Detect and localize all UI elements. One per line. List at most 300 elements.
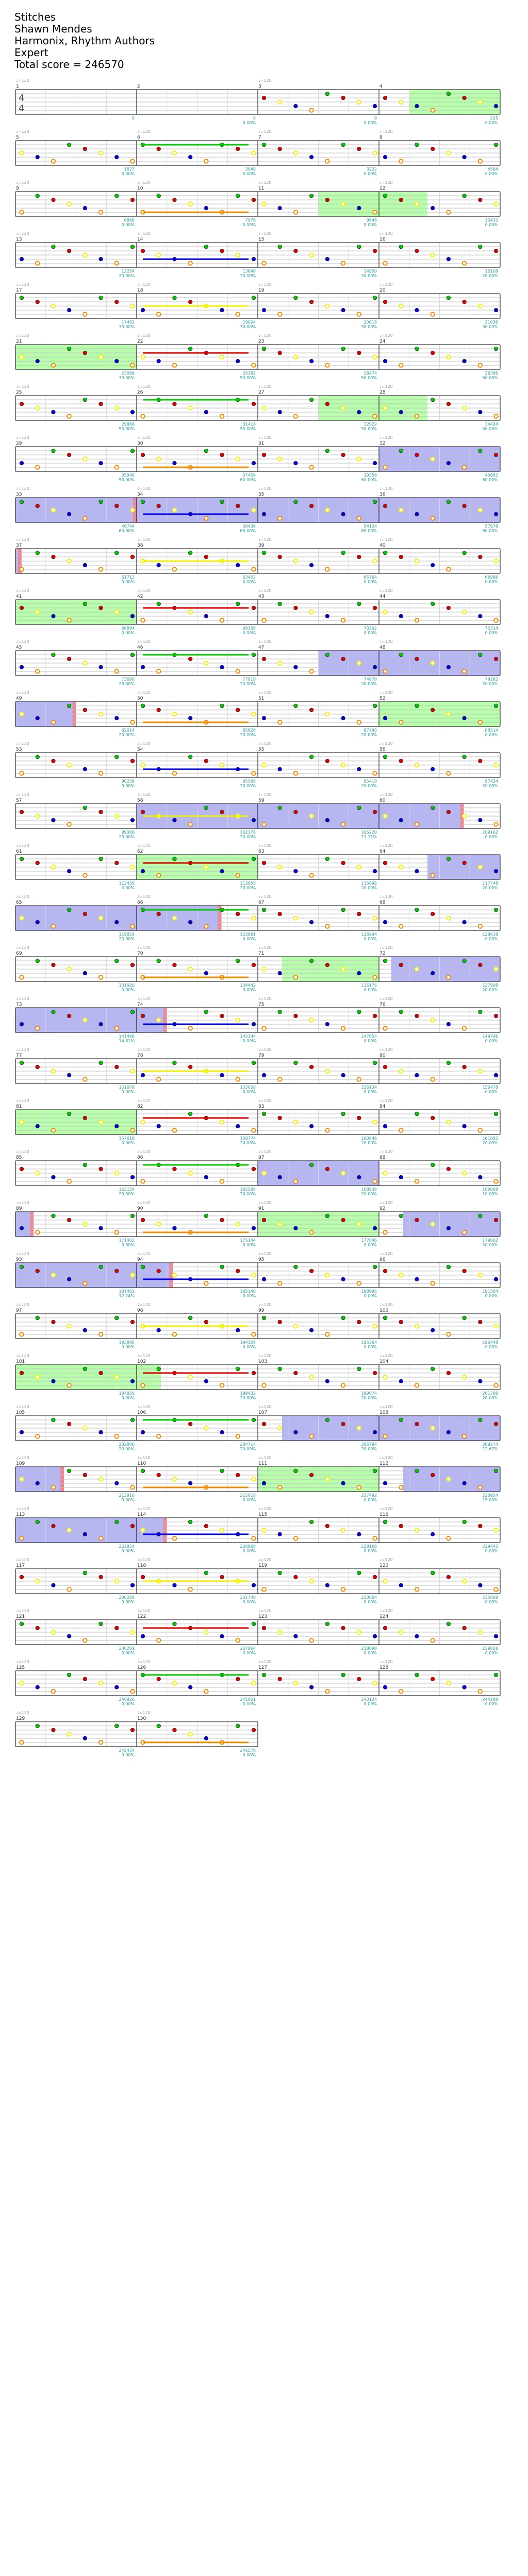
tempo-marker: ♩=120 [258, 894, 272, 899]
yellow-note [83, 1018, 87, 1022]
green-note [188, 347, 192, 351]
green-note [67, 1112, 71, 1116]
red-note [357, 555, 361, 559]
orange-note [399, 1485, 403, 1489]
measure-multiplier: 30.00% [482, 325, 498, 329]
orange-note [399, 1128, 403, 1132]
blue-note [157, 1124, 161, 1128]
orange-note [478, 1485, 482, 1489]
measure-score: 54134 [364, 524, 377, 529]
blue-note [36, 1685, 40, 1689]
measure-multiplier: 60.00% [119, 529, 135, 533]
green-note [67, 908, 71, 912]
blue-note [252, 1583, 256, 1587]
yellow-note [478, 304, 482, 308]
yellow-note [204, 1426, 208, 1430]
red-note [173, 1728, 177, 1732]
orange-note [494, 822, 498, 826]
orange-note [357, 516, 361, 520]
measure-score: 231748 [240, 1595, 256, 1600]
green-note [262, 1112, 266, 1116]
yellow-note [294, 1324, 298, 1328]
red-note [447, 402, 451, 406]
green-note [399, 653, 403, 657]
blue-note [130, 410, 135, 414]
tempo-marker: ♩=120 [16, 1047, 29, 1052]
blue-note [67, 1634, 71, 1638]
red-note [357, 912, 361, 916]
orange-note [373, 975, 377, 979]
red-note [173, 402, 177, 406]
yellow-note [188, 1732, 192, 1736]
yellow-note [494, 559, 498, 563]
measure-score: 222954 [119, 1544, 135, 1549]
measure-score: 115896 [361, 881, 377, 886]
red-note [373, 1575, 377, 1579]
orange-note [220, 1383, 224, 1387]
red-note [415, 657, 419, 661]
yellow-note [262, 1171, 266, 1175]
yellow-note [494, 202, 498, 206]
measure-score: 74878 [364, 677, 377, 682]
measure-number: 39 [258, 543, 265, 548]
measure-score: 156478 [482, 1085, 498, 1090]
green-note [463, 551, 467, 555]
yellow-note [20, 1681, 24, 1685]
blue-note [325, 257, 329, 261]
green-note [278, 1367, 282, 1371]
green-note [325, 857, 329, 861]
orange-note [188, 1587, 192, 1591]
yellow-note [36, 814, 40, 818]
red-note [383, 1269, 387, 1273]
tempo-marker: ♩=120 [16, 690, 29, 695]
red-note [399, 963, 403, 967]
red-note [262, 96, 266, 100]
blue-note [357, 767, 361, 771]
green-note [309, 194, 314, 198]
measure-score: 109162 [482, 830, 498, 835]
tempo-marker: ♩=120 [137, 690, 151, 695]
yellow-note [157, 457, 161, 461]
measure-multiplier: 0.00% [121, 1141, 135, 1145]
measure-multiplier: 0.00% [485, 1039, 498, 1043]
time-signature-bottom: 4 [19, 103, 25, 114]
red-note [478, 198, 482, 202]
orange-note [447, 210, 451, 214]
red-note [67, 249, 71, 253]
measure-multiplier: 20.00% [240, 835, 256, 839]
measure-score: 134442 [240, 983, 256, 988]
blue-note [294, 1430, 298, 1434]
green-note [325, 92, 329, 96]
red-note [114, 1626, 119, 1630]
measure-multiplier: 20.00% [482, 1396, 498, 1400]
green-note [325, 449, 329, 453]
tempo-marker: ♩=120 [258, 1098, 272, 1103]
red-note [141, 1014, 145, 1018]
red-note [341, 861, 345, 865]
yellow-note [447, 355, 451, 359]
orange-note [309, 873, 314, 877]
measure-multiplier: 10.00% [482, 1192, 498, 1196]
measure-multiplier: 50.00% [482, 427, 498, 431]
green-note [188, 551, 192, 555]
measure-score: 102178 [240, 830, 256, 835]
measure-score: 13648 [242, 269, 256, 274]
measure-score: 35946 [121, 473, 135, 478]
red-note [252, 198, 256, 202]
yellow-note [494, 763, 498, 767]
green-note [67, 347, 71, 351]
tempo-marker: ♩=120 [137, 1353, 151, 1358]
blue-note [252, 461, 256, 465]
red-note [52, 555, 56, 559]
measure-multiplier: 50.00% [482, 376, 498, 380]
measure-multiplier: 0.00% [242, 223, 256, 227]
blue-note [262, 308, 266, 312]
blue-note [114, 716, 119, 720]
measure-multiplier: 0.00% [121, 784, 135, 788]
orange-note [173, 771, 177, 775]
measure-multiplier: 20.00% [361, 682, 377, 686]
tempo-marker: ♩=120 [137, 180, 151, 185]
orange-note [252, 363, 256, 367]
measure-multiplier: 0.00% [242, 1294, 256, 1298]
yellow-note [114, 1171, 119, 1175]
blue-note [383, 920, 387, 924]
blue-note [341, 512, 345, 516]
tempo-marker: ♩=120 [137, 1047, 151, 1052]
orange-note [341, 1026, 345, 1030]
red-note [99, 606, 103, 610]
blue-note [236, 359, 240, 363]
blue-note [383, 1481, 387, 1485]
blue-note [431, 206, 435, 210]
yellow-note [173, 1477, 177, 1481]
measure-multiplier: 0.00% [121, 580, 135, 584]
yellow-note [262, 967, 266, 971]
tempo-marker: ♩=120 [380, 1200, 393, 1205]
measure-multiplier: 0.00% [121, 886, 135, 890]
tempo-marker: ♩=120 [258, 1302, 272, 1307]
yellow-note [83, 1426, 87, 1430]
blue-note [141, 665, 145, 669]
measure-multiplier: 20.00% [482, 1141, 498, 1145]
yellow-note [220, 355, 224, 359]
yellow-note [188, 202, 192, 206]
green-note [36, 194, 40, 198]
measure-number: 68 [380, 900, 386, 905]
measure-multiplier: 0.00% [242, 1498, 256, 1502]
red-note [325, 1524, 329, 1528]
yellow-note [52, 1069, 56, 1073]
red-note [415, 1422, 419, 1426]
orange-note [278, 516, 282, 520]
red-note [99, 810, 103, 814]
measure-number: 99 [258, 1308, 265, 1313]
green-note [188, 755, 192, 759]
red-note [262, 861, 266, 865]
tempo-marker: ♩=120 [16, 1251, 29, 1256]
tempo-marker: ♩=120 [258, 843, 272, 848]
green-note [36, 1520, 40, 1524]
green-note [252, 1061, 256, 1065]
green-note [52, 1010, 56, 1014]
measure-multiplier: 20.00% [240, 1141, 256, 1145]
measure-multiplier: 20.00% [361, 784, 377, 788]
green-note [309, 1520, 314, 1524]
yellow-note [52, 508, 56, 512]
red-note [130, 1728, 135, 1732]
measure-score: 88514 [485, 728, 498, 733]
blue-note [52, 818, 56, 822]
green-note [99, 296, 103, 300]
red-note [157, 1269, 161, 1273]
measure-number: 38 [137, 543, 143, 548]
measure-score: 65764 [364, 575, 377, 580]
measure-multiplier: 20.00% [240, 274, 256, 278]
yellow-note [294, 151, 298, 155]
orange-note [309, 465, 314, 469]
blue-note [357, 1175, 361, 1179]
tempo-marker: ♩=120 [380, 741, 393, 746]
green-note [114, 959, 119, 963]
yellow-note [173, 1681, 177, 1685]
measure-score: 126994 [361, 932, 377, 937]
measure-number: 97 [16, 1308, 22, 1313]
measure-number: 41 [16, 594, 22, 599]
green-note [447, 857, 451, 861]
yellow-note [415, 1528, 419, 1532]
orange-note [383, 669, 387, 673]
measure-score: 151078 [119, 1085, 135, 1090]
red-note [67, 1422, 71, 1426]
orange-note [415, 1179, 419, 1183]
green-note [341, 1112, 345, 1116]
blue-note [36, 1481, 40, 1485]
yellow-note [36, 610, 40, 614]
measure-score: 149786 [482, 1034, 498, 1039]
measure-number: 77 [16, 1053, 22, 1058]
blue-note [114, 1685, 119, 1689]
red-note [431, 708, 435, 712]
orange-note [173, 567, 177, 571]
green-note [220, 1469, 224, 1473]
orange-note [67, 414, 71, 418]
tempo-marker: ♩=120 [16, 945, 29, 950]
blue-note [20, 1430, 24, 1434]
orange-note [204, 924, 208, 928]
red-note [341, 96, 345, 100]
yellow-note [294, 916, 298, 920]
measure-score: 165588 [240, 1187, 256, 1192]
tempo-marker: ♩=120 [16, 894, 29, 899]
red-note [20, 1167, 24, 1171]
orange-note [20, 210, 24, 214]
orange-note [383, 1434, 387, 1438]
blue-note [383, 1124, 387, 1128]
green-note [20, 296, 24, 300]
measure-score: 128618 [482, 932, 498, 937]
measure-multiplier: 0.00% [485, 121, 498, 125]
red-note [67, 1218, 71, 1222]
red-note [262, 1218, 266, 1222]
tempo-marker: ♩=120 [16, 435, 29, 440]
blue-note [399, 1175, 403, 1179]
blue-note [20, 1022, 24, 1026]
measure-number: 75 [258, 1002, 265, 1007]
red-note [52, 1320, 56, 1324]
blue-note [83, 767, 87, 771]
tempo-marker: ♩=120 [380, 1098, 393, 1103]
measure-multiplier: 20.00% [240, 733, 256, 737]
yellow-note [478, 100, 482, 104]
tempo-marker: ♩=120 [16, 1353, 29, 1358]
orange-note [415, 1383, 419, 1387]
green-note [236, 194, 240, 198]
measure-number: 76 [380, 1002, 386, 1007]
yellow-note [447, 916, 451, 920]
red-note [99, 402, 103, 406]
orange-note [325, 924, 329, 928]
orange-note [431, 1281, 435, 1285]
tempo-marker: ♩=120 [137, 1557, 151, 1562]
measure-multiplier: 0.00% [485, 937, 498, 941]
green-note [262, 143, 266, 147]
tempo-marker: ♩=120 [380, 486, 393, 491]
measure-multiplier: 0.00% [242, 1345, 256, 1349]
orange-note [447, 975, 451, 979]
measure-score: 226868 [240, 1544, 256, 1549]
yellow-note [141, 1120, 145, 1124]
blue-note [67, 512, 71, 516]
green-note [130, 1418, 135, 1422]
measure-score: 6886 [124, 218, 135, 223]
yellow-note [99, 1681, 103, 1685]
green-note [431, 602, 435, 606]
measure-multiplier: 60.00% [361, 478, 377, 482]
orange-note [188, 1026, 192, 1030]
measure-multiplier: 20.00% [240, 1192, 256, 1196]
tempo-marker: ♩=120 [137, 1251, 151, 1256]
yellow-note [20, 1120, 24, 1124]
measure-multiplier: 30.00% [119, 325, 135, 329]
blue-note [399, 410, 403, 414]
green-note [20, 1622, 24, 1626]
measure-number: 122 [137, 1614, 146, 1619]
measure-number: 5 [16, 135, 19, 140]
measure-number: 8 [380, 135, 383, 140]
green-note [278, 602, 282, 606]
green-note [130, 1214, 135, 1218]
yellow-note [383, 406, 387, 410]
red-note [478, 759, 482, 763]
blue-note [447, 1430, 451, 1434]
green-note [20, 857, 24, 861]
blue-note [415, 1634, 419, 1638]
yellow-note [220, 763, 224, 767]
blue-note [463, 155, 467, 159]
tempo-marker: ♩=120 [258, 333, 272, 338]
measure-multiplier: 0.00% [242, 1039, 256, 1043]
measure-score: 194158 [240, 1340, 256, 1345]
tempo-marker: ♩=120 [137, 894, 151, 899]
blue-note [415, 1073, 419, 1077]
measure-score: 181462 [119, 1289, 135, 1294]
tempo-marker: ♩=120 [137, 996, 151, 1001]
yellow-note [99, 355, 103, 359]
measure-multiplier: 50.00% [119, 478, 135, 482]
yellow-note [463, 814, 467, 818]
red-note [341, 1626, 345, 1630]
measure-score: 199432 [240, 1391, 256, 1396]
orange-note [157, 873, 161, 877]
red-note [236, 1677, 240, 1681]
green-note [52, 449, 56, 453]
orange-note [309, 108, 314, 112]
orange-note [294, 414, 298, 418]
green-note [236, 959, 240, 963]
yellow-note [463, 1375, 467, 1379]
tempo-marker: ♩=120 [258, 639, 272, 644]
measure-score: 245434 [119, 1748, 135, 1753]
orange-note [294, 975, 298, 979]
measure-number: 117 [16, 1563, 25, 1568]
red-note [373, 249, 377, 253]
blue-note [447, 461, 451, 465]
measure-multiplier: 0.00% [121, 1396, 135, 1400]
red-note [20, 1371, 24, 1375]
blue-note [463, 359, 467, 363]
green-note [114, 1520, 119, 1524]
measure-multiplier: 20.00% [482, 988, 498, 992]
blue-note [278, 767, 282, 771]
blue-note [204, 1379, 208, 1383]
red-note [188, 1065, 192, 1069]
blue-note [447, 1022, 451, 1026]
yellow-note [463, 1579, 467, 1583]
orange-note [83, 1077, 87, 1081]
measure-multiplier: 0.00% [121, 1753, 135, 1757]
red-note [252, 1167, 256, 1171]
orange-note [130, 1128, 135, 1132]
measure-number: 59 [258, 798, 265, 803]
orange-note [130, 924, 135, 928]
blue-note [325, 1379, 329, 1383]
tempo-marker: ♩=120 [137, 486, 151, 491]
measure-multiplier: 0.00% [485, 1294, 498, 1298]
measure-score: 158774 [240, 1136, 256, 1141]
green-note [204, 1214, 208, 1218]
tempo-marker: ♩=120 [16, 537, 29, 542]
green-note [67, 143, 71, 147]
blue-note [383, 155, 387, 159]
red-note [130, 555, 135, 559]
song-charter: Harmonix, Rhythm Authors [14, 35, 155, 47]
red-note [463, 300, 467, 304]
tempo-marker: ♩=120 [137, 537, 151, 542]
yellow-note [357, 1630, 361, 1634]
red-note [463, 1065, 467, 1069]
red-note [114, 504, 119, 508]
measure-number: 45 [16, 645, 22, 650]
blue-note [130, 614, 135, 618]
orange-note [357, 1281, 361, 1285]
measure-multiplier: 0.00% [364, 1498, 377, 1502]
measure-multiplier: 20.00% [482, 886, 498, 890]
measure-score: 17482 [121, 320, 135, 325]
